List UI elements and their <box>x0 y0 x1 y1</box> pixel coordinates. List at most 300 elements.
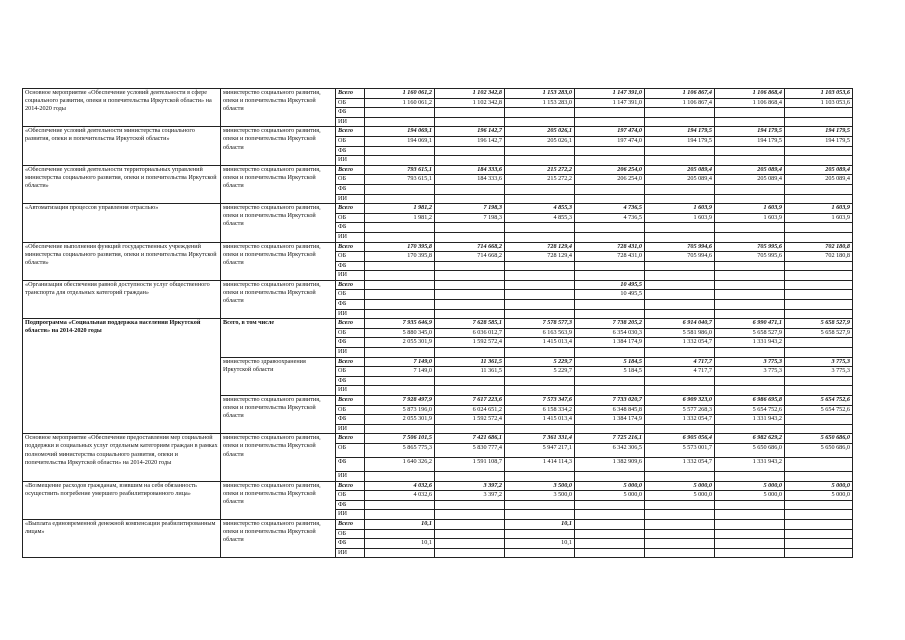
value-cell <box>435 529 505 539</box>
value-cell: 194 069,1 <box>365 127 435 137</box>
value-cell <box>365 386 435 396</box>
value-cell: 714 668,2 <box>435 252 505 262</box>
value-cell: 1 160 061,2 <box>365 98 435 108</box>
value-cell <box>715 300 785 310</box>
value-cell <box>785 108 853 118</box>
measure-name-cell: «Обеспечение выполнения функций государственных учреждений министерства социального развития, опеки и попечительства Иркутской области» <box>23 242 221 280</box>
value-cell <box>715 519 785 529</box>
value-cell: 1 591 108,7 <box>435 457 505 471</box>
value-cell: 4 736,5 <box>575 213 645 223</box>
source-cell: ФБ <box>336 500 365 510</box>
responsible-cell: министерство социального развития, опеки и попечительства Иркутской области <box>221 434 336 481</box>
source-cell: ОБ <box>336 529 365 539</box>
budget-table-sheet <box>22 88 852 558</box>
source-cell: ФБ <box>336 457 365 471</box>
value-cell <box>785 348 853 358</box>
source-cell: Всего <box>336 165 365 175</box>
value-cell <box>435 309 505 319</box>
value-cell <box>715 376 785 386</box>
source-cell: ОБ <box>336 136 365 146</box>
source-cell: ФБ <box>336 539 365 549</box>
value-cell: 4 717,7 <box>645 367 715 377</box>
value-cell: 5 000,0 <box>715 481 785 491</box>
value-cell <box>575 117 645 127</box>
value-cell: 5 650 686,0 <box>715 443 785 457</box>
value-cell <box>365 548 435 558</box>
value-cell <box>715 500 785 510</box>
value-cell: 6 909 323,0 <box>645 396 715 406</box>
value-cell: 702 180,8 <box>785 242 853 252</box>
value-cell: 1 415 013,4 <box>505 338 575 348</box>
value-cell <box>505 194 575 204</box>
source-cell: Всего <box>336 357 365 367</box>
value-cell: 5 650 686,0 <box>785 434 853 444</box>
value-cell <box>365 348 435 358</box>
value-cell: 793 615,1 <box>365 165 435 175</box>
source-cell: ИИ <box>336 348 365 358</box>
value-cell: 4 855,3 <box>505 213 575 223</box>
value-cell <box>505 386 575 396</box>
value-cell <box>435 290 505 300</box>
value-cell: 6 982 629,2 <box>715 434 785 444</box>
value-cell <box>575 146 645 156</box>
value-cell: 197 474,0 <box>575 136 645 146</box>
source-cell: ИИ <box>336 156 365 166</box>
source-cell: ИИ <box>336 194 365 204</box>
value-cell <box>505 500 575 510</box>
value-cell <box>575 386 645 396</box>
value-cell: 714 668,2 <box>435 242 505 252</box>
value-cell <box>435 539 505 549</box>
value-cell <box>505 548 575 558</box>
value-cell: 194 179,5 <box>715 127 785 137</box>
value-cell: 194 179,5 <box>645 127 715 137</box>
value-cell: 1 332 054,7 <box>645 338 715 348</box>
value-cell: 1 106 867,4 <box>645 98 715 108</box>
value-cell <box>365 156 435 166</box>
value-cell: 1 160 061,2 <box>365 89 435 99</box>
budget-table <box>22 88 853 558</box>
value-cell <box>365 261 435 271</box>
value-cell <box>575 548 645 558</box>
value-cell <box>365 271 435 281</box>
value-cell <box>715 539 785 549</box>
value-cell <box>435 300 505 310</box>
value-cell: 206 254,0 <box>575 165 645 175</box>
value-cell <box>645 290 715 300</box>
value-cell: 4 032,6 <box>365 491 435 501</box>
value-cell: 705 995,6 <box>715 252 785 262</box>
value-cell: 1 103 053,6 <box>785 98 853 108</box>
value-cell: 1 103 053,6 <box>785 89 853 99</box>
value-cell <box>715 290 785 300</box>
value-cell <box>575 223 645 233</box>
value-cell <box>435 194 505 204</box>
value-cell: 5 184,5 <box>575 367 645 377</box>
value-cell: 194 069,1 <box>365 136 435 146</box>
source-cell: ФБ <box>336 300 365 310</box>
value-cell <box>785 457 853 471</box>
source-cell: ОБ <box>336 491 365 501</box>
value-cell <box>505 309 575 319</box>
value-cell <box>575 424 645 434</box>
value-cell <box>575 529 645 539</box>
value-cell <box>365 529 435 539</box>
value-cell: 5 000,0 <box>715 491 785 501</box>
value-cell <box>435 261 505 271</box>
value-cell <box>435 232 505 242</box>
value-cell <box>505 348 575 358</box>
value-cell <box>365 184 435 194</box>
value-cell <box>715 510 785 520</box>
value-cell: 11 361,5 <box>435 357 505 367</box>
value-cell: 6 905 056,4 <box>645 434 715 444</box>
value-cell: 6 990 471,1 <box>715 319 785 329</box>
value-cell: 1 603,9 <box>715 204 785 214</box>
value-cell: 5 577 268,3 <box>645 405 715 415</box>
value-cell <box>435 348 505 358</box>
value-cell: 6 342 306,5 <box>575 443 645 457</box>
value-cell <box>365 424 435 434</box>
table-row <box>23 242 853 252</box>
value-cell: 205 089,4 <box>715 165 785 175</box>
measure-name-cell: «Возмещение расходов гражданам, взявшим на себя обязанность осуществить погребение умершего реабилитированного лица» <box>23 481 221 519</box>
value-cell <box>715 261 785 271</box>
value-cell <box>435 386 505 396</box>
value-cell: 7 935 646,9 <box>365 319 435 329</box>
value-cell <box>505 117 575 127</box>
value-cell: 194 179,5 <box>785 136 853 146</box>
value-cell <box>785 280 853 290</box>
value-cell <box>575 261 645 271</box>
value-cell <box>645 232 715 242</box>
value-cell: 1 603,9 <box>645 204 715 214</box>
value-cell <box>645 348 715 358</box>
value-cell: 184 333,6 <box>435 175 505 185</box>
value-cell <box>785 386 853 396</box>
source-cell: ФБ <box>336 223 365 233</box>
source-cell: ФБ <box>336 108 365 118</box>
value-cell: 1 981,2 <box>365 213 435 223</box>
value-cell <box>645 108 715 118</box>
value-cell: 5 947 217,1 <box>505 443 575 457</box>
value-cell: 205 026,1 <box>505 127 575 137</box>
value-cell: 10,1 <box>505 519 575 529</box>
value-cell: 1 414 114,3 <box>505 457 575 471</box>
source-cell: Всего <box>336 280 365 290</box>
source-cell: Всего <box>336 127 365 137</box>
source-cell: ИИ <box>336 424 365 434</box>
table-row <box>23 481 853 491</box>
value-cell: 3 500,0 <box>505 491 575 501</box>
source-cell: ФБ <box>336 415 365 425</box>
source-cell: Всего <box>336 89 365 99</box>
source-cell: ИИ <box>336 232 365 242</box>
value-cell: 3 500,0 <box>505 481 575 491</box>
value-cell: 4 855,3 <box>505 204 575 214</box>
value-cell <box>785 529 853 539</box>
value-cell <box>505 108 575 118</box>
value-cell <box>715 184 785 194</box>
value-cell <box>435 519 505 529</box>
value-cell: 5 573 001,7 <box>645 443 715 457</box>
value-cell <box>715 471 785 481</box>
value-cell: 5 658 527,9 <box>785 328 853 338</box>
value-cell <box>505 184 575 194</box>
value-cell: 196 142,7 <box>435 136 505 146</box>
value-cell <box>575 539 645 549</box>
value-cell: 6 914 040,7 <box>645 319 715 329</box>
value-cell: 7 198,3 <box>435 204 505 214</box>
value-cell: 1 153 283,0 <box>505 89 575 99</box>
value-cell <box>435 280 505 290</box>
value-cell: 215 272,2 <box>505 175 575 185</box>
value-cell <box>715 529 785 539</box>
value-cell: 5 654 752,6 <box>715 405 785 415</box>
value-cell <box>645 548 715 558</box>
measure-name-cell: Подпрограмма «Социальная поддержка населения Иркутской области» на 2014-2020 годы <box>23 319 221 434</box>
value-cell: 10,1 <box>365 519 435 529</box>
value-cell <box>785 232 853 242</box>
value-cell <box>645 424 715 434</box>
value-cell <box>575 376 645 386</box>
value-cell <box>365 194 435 204</box>
value-cell: 6 354 030,3 <box>575 328 645 338</box>
source-cell: ИИ <box>336 309 365 319</box>
value-cell: 705 994,6 <box>645 252 715 262</box>
value-cell <box>785 290 853 300</box>
value-cell: 5 000,0 <box>645 491 715 501</box>
value-cell <box>715 309 785 319</box>
source-cell: ОБ <box>336 175 365 185</box>
value-cell: 5 000,0 <box>645 481 715 491</box>
source-cell: Всего <box>336 481 365 491</box>
value-cell <box>645 184 715 194</box>
value-cell <box>715 146 785 156</box>
value-cell <box>645 500 715 510</box>
responsible-cell: министерство социального развития, опеки и попечительства Иркутской области <box>221 481 336 519</box>
value-cell <box>505 471 575 481</box>
source-cell: ИИ <box>336 117 365 127</box>
value-cell <box>365 300 435 310</box>
value-cell: 1 981,2 <box>365 204 435 214</box>
value-cell <box>645 280 715 290</box>
value-cell <box>645 194 715 204</box>
value-cell: 728 431,0 <box>575 242 645 252</box>
value-cell: 5 654 752,6 <box>785 405 853 415</box>
value-cell <box>575 184 645 194</box>
value-cell <box>715 548 785 558</box>
value-cell <box>645 300 715 310</box>
source-cell: ФБ <box>336 261 365 271</box>
value-cell: 1 331 943,2 <box>715 415 785 425</box>
value-cell: 194 179,5 <box>645 136 715 146</box>
value-cell <box>645 261 715 271</box>
value-cell <box>365 232 435 242</box>
source-cell: Всего <box>336 319 365 329</box>
value-cell: 728 129,4 <box>505 252 575 262</box>
value-cell <box>435 271 505 281</box>
value-cell: 5 229,7 <box>505 357 575 367</box>
responsible-cell: министерство социального развития, опеки и попечительства Иркутской области <box>221 242 336 280</box>
value-cell <box>715 117 785 127</box>
value-cell <box>505 300 575 310</box>
value-cell: 6 036 012,7 <box>435 328 505 338</box>
value-cell: 1 640 326,2 <box>365 457 435 471</box>
value-cell <box>365 290 435 300</box>
value-cell: 3 397,2 <box>435 491 505 501</box>
value-cell <box>575 500 645 510</box>
value-cell <box>505 146 575 156</box>
value-cell: 1 106 867,4 <box>645 89 715 99</box>
value-cell: 7 928 497,9 <box>365 396 435 406</box>
value-cell <box>365 500 435 510</box>
value-cell: 1 332 054,7 <box>645 415 715 425</box>
responsible-cell: министерство социального развития, опеки и попечительства Иркутской области <box>221 127 336 165</box>
value-cell <box>645 271 715 281</box>
value-cell: 1 603,9 <box>645 213 715 223</box>
source-cell: ИИ <box>336 548 365 558</box>
value-cell <box>645 156 715 166</box>
value-cell <box>575 471 645 481</box>
value-cell <box>505 376 575 386</box>
value-cell: 205 089,4 <box>645 175 715 185</box>
value-cell: 7 421 686,1 <box>435 434 505 444</box>
value-cell <box>505 271 575 281</box>
value-cell <box>785 500 853 510</box>
value-cell: 3 775,3 <box>785 367 853 377</box>
value-cell <box>505 223 575 233</box>
value-cell: 728 129,4 <box>505 242 575 252</box>
responsible-cell: министерство здравоохранения Иркутской области <box>221 357 336 395</box>
value-cell <box>505 232 575 242</box>
value-cell <box>715 348 785 358</box>
value-cell: 5 873 196,0 <box>365 405 435 415</box>
value-cell: 1 147 391,0 <box>575 98 645 108</box>
value-cell: 3 775,3 <box>715 357 785 367</box>
value-cell <box>645 309 715 319</box>
source-cell: ОБ <box>336 213 365 223</box>
value-cell: 11 361,5 <box>435 367 505 377</box>
value-cell <box>645 510 715 520</box>
value-cell <box>715 280 785 290</box>
value-cell: 7 149,0 <box>365 367 435 377</box>
value-cell <box>785 415 853 425</box>
value-cell <box>785 309 853 319</box>
value-cell: 4 736,5 <box>575 204 645 214</box>
value-cell <box>645 539 715 549</box>
source-cell: ИИ <box>336 271 365 281</box>
value-cell <box>365 117 435 127</box>
value-cell: 1 153 283,0 <box>505 98 575 108</box>
value-cell: 702 180,8 <box>785 252 853 262</box>
value-cell: 5 581 986,0 <box>645 328 715 338</box>
value-cell: 1 382 909,6 <box>575 457 645 471</box>
value-cell: 5 000,0 <box>575 481 645 491</box>
value-cell: 705 995,6 <box>715 242 785 252</box>
value-cell: 1 384 174,9 <box>575 415 645 425</box>
value-cell: 205 089,4 <box>785 175 853 185</box>
table-row <box>23 519 853 529</box>
value-cell: 170 395,8 <box>365 242 435 252</box>
value-cell: 194 179,5 <box>715 136 785 146</box>
value-cell <box>365 280 435 290</box>
value-cell: 6 158 334,2 <box>505 405 575 415</box>
value-cell: 1 603,9 <box>785 204 853 214</box>
value-cell <box>785 424 853 434</box>
value-cell: 205 089,4 <box>785 165 853 175</box>
value-cell: 7 578 577,3 <box>505 319 575 329</box>
value-cell <box>785 338 853 348</box>
responsible-cell: министерство социального развития, опеки и попечительства Иркутской области <box>221 204 336 242</box>
value-cell: 7 725 216,1 <box>575 434 645 444</box>
value-cell: 5 880 345,0 <box>365 328 435 338</box>
value-cell <box>785 156 853 166</box>
responsible-cell: министерство социального развития, опеки и попечительства Иркутской области <box>221 165 336 203</box>
source-cell: ИИ <box>336 471 365 481</box>
source-cell: ОБ <box>336 98 365 108</box>
value-cell <box>505 156 575 166</box>
value-cell: 205 026,1 <box>505 136 575 146</box>
source-cell: ОБ <box>336 290 365 300</box>
value-cell: 5 658 527,9 <box>715 328 785 338</box>
responsible-cell: министерство социального развития, опеки и попечительства Иркутской области <box>221 280 336 318</box>
source-cell: ОБ <box>336 443 365 457</box>
measure-name-cell: «Организация обеспечения равной доступности услуг общественного транспорта для отдельных категорий граждан» <box>23 280 221 318</box>
source-cell: Всего <box>336 396 365 406</box>
table-row <box>23 280 853 290</box>
value-cell <box>575 519 645 529</box>
value-cell <box>645 519 715 529</box>
value-cell <box>785 146 853 156</box>
value-cell: 3 397,2 <box>435 481 505 491</box>
value-cell <box>785 548 853 558</box>
responsible-cell: Всего, в том числе <box>221 319 336 357</box>
table-row <box>23 434 853 444</box>
value-cell: 170 395,8 <box>365 252 435 262</box>
value-cell <box>715 194 785 204</box>
value-cell <box>785 510 853 520</box>
value-cell <box>645 376 715 386</box>
source-cell: ФБ <box>336 376 365 386</box>
table-row <box>23 89 853 99</box>
value-cell <box>785 300 853 310</box>
value-cell: 7 738 205,2 <box>575 319 645 329</box>
value-cell: 1 592 572,4 <box>435 415 505 425</box>
source-cell: ОБ <box>336 367 365 377</box>
value-cell <box>505 424 575 434</box>
value-cell <box>645 223 715 233</box>
value-cell: 10,1 <box>505 539 575 549</box>
value-cell <box>645 117 715 127</box>
source-cell: Всего <box>336 204 365 214</box>
value-cell <box>645 529 715 539</box>
value-cell: 6 024 651,2 <box>435 405 505 415</box>
value-cell <box>365 510 435 520</box>
value-cell <box>435 471 505 481</box>
value-cell <box>575 156 645 166</box>
value-cell <box>575 300 645 310</box>
value-cell <box>785 539 853 549</box>
value-cell <box>435 108 505 118</box>
value-cell: 5 000,0 <box>785 481 853 491</box>
value-cell: 7 149,0 <box>365 357 435 367</box>
value-cell <box>505 280 575 290</box>
value-cell <box>365 376 435 386</box>
value-cell <box>435 184 505 194</box>
value-cell <box>715 271 785 281</box>
value-cell <box>715 232 785 242</box>
